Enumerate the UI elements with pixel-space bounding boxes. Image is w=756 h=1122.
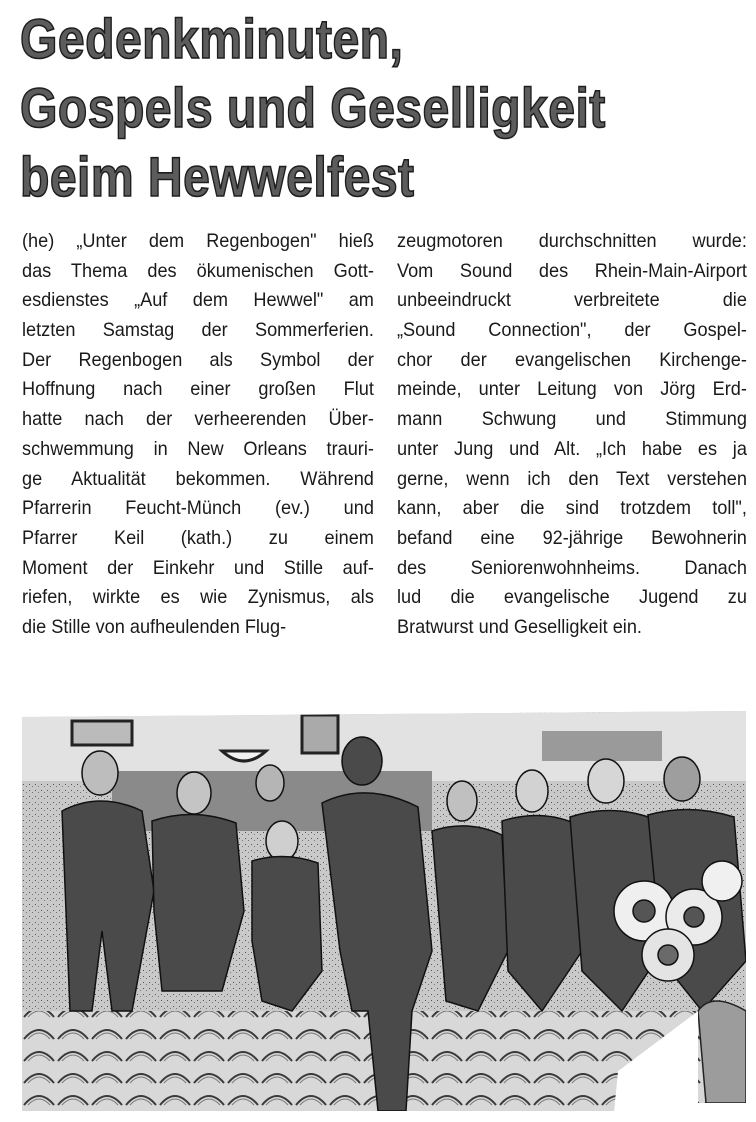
article-line-text: befand eine 92-jährige Bewohnerin xyxy=(397,526,747,549)
headline-line-1: Gedenkminuten, xyxy=(20,7,404,70)
article-line-text: kann, aber die sind trotzdem toll", xyxy=(397,497,747,520)
article-line xyxy=(22,375,374,405)
article-line xyxy=(22,316,374,346)
article-line-text: chor der evangelischen Kirchenge- xyxy=(397,348,747,371)
article-line xyxy=(397,524,747,554)
article-line xyxy=(22,286,374,316)
article-line-text: unter Jung und Alt. „Ich habe es ja xyxy=(397,437,747,460)
article-line-text: unbeeindruckt verbreitete die xyxy=(397,289,747,312)
article-line-text: Hoffnung nach einer großen Flut xyxy=(22,378,374,401)
article-line-text: (he) „Unter dem Regenbogen" hieß xyxy=(22,230,374,252)
article-line xyxy=(22,524,374,554)
article-line xyxy=(397,613,747,643)
article-line-text: riefen, wirkte es wie Zynismus, als xyxy=(22,586,374,609)
article-line xyxy=(22,465,374,495)
article-line xyxy=(397,405,747,435)
article-line-text: schwemmung in New Orleans trauri- xyxy=(22,437,374,460)
article-line-text: Der Regenbogen als Symbol der xyxy=(22,348,374,371)
article-line-text: Bratwurst und Geselligkeit ein. xyxy=(397,615,642,638)
article-line xyxy=(397,375,747,405)
article-line-text: Pfarrer Keil (kath.) zu einem xyxy=(22,526,374,549)
article-line-text: Moment der Einkehr und Stille auf- xyxy=(22,556,374,579)
article-line xyxy=(397,435,747,465)
article-line-text: das Thema des ökumenischen Gott- xyxy=(22,259,374,282)
article-line-text: mann Schwung und Stimmung xyxy=(397,408,747,431)
article-line xyxy=(22,227,374,257)
article-line xyxy=(397,286,747,316)
article-line xyxy=(22,583,374,613)
article-line-text: ge Aktualität bekommen. Während xyxy=(22,467,374,490)
article-line xyxy=(22,494,374,524)
article-line-text: meinde, unter Leitung von Jörg Erd- xyxy=(397,378,747,401)
article-column-right xyxy=(397,227,747,643)
article-line-text: Vom Sound des Rhein-Main-Airport xyxy=(397,259,747,282)
article-line-text: zeugmotoren durchschnitten wurde: xyxy=(397,230,747,252)
article-line-text: die Stille von aufheulenden Flug- xyxy=(22,615,287,638)
article-line-text: lud die evangelische Jugend zu xyxy=(397,586,747,609)
headline-line-2: Gospels und Geselligkeit xyxy=(20,76,606,139)
headline-line-3: beim Hewwelfest xyxy=(20,145,415,208)
article-line xyxy=(22,405,374,435)
article-line xyxy=(397,494,747,524)
article-line-text: hatte nach der verheerenden Über- xyxy=(22,408,374,431)
article-line xyxy=(397,554,747,584)
article-line xyxy=(397,465,747,495)
article-line xyxy=(397,257,747,287)
choir-photo xyxy=(22,711,746,1111)
article-line-text: Pfarrerin Feucht-Münch (ev.) und xyxy=(22,497,374,520)
article-line xyxy=(397,316,747,346)
article-line-text: des Seniorenwohnheims. Danach xyxy=(397,556,747,579)
article-line xyxy=(397,583,747,613)
article-line xyxy=(22,346,374,376)
article-line xyxy=(22,257,374,287)
article-line xyxy=(22,554,374,584)
article-line-text: esdienstes „Auf dem Hewwel" am xyxy=(22,289,374,312)
headline xyxy=(20,4,648,211)
article-column-left xyxy=(22,227,374,643)
article-line-text: „Sound Connection", der Gospel- xyxy=(397,319,747,342)
article-line xyxy=(22,435,374,465)
article-line-text: gerne, wenn ich den Text verstehen xyxy=(397,467,747,490)
article-line xyxy=(397,227,747,257)
article-line xyxy=(22,613,374,643)
article-line xyxy=(397,346,747,376)
article-line-text: letzten Samstag der Sommerferien. xyxy=(22,319,374,342)
